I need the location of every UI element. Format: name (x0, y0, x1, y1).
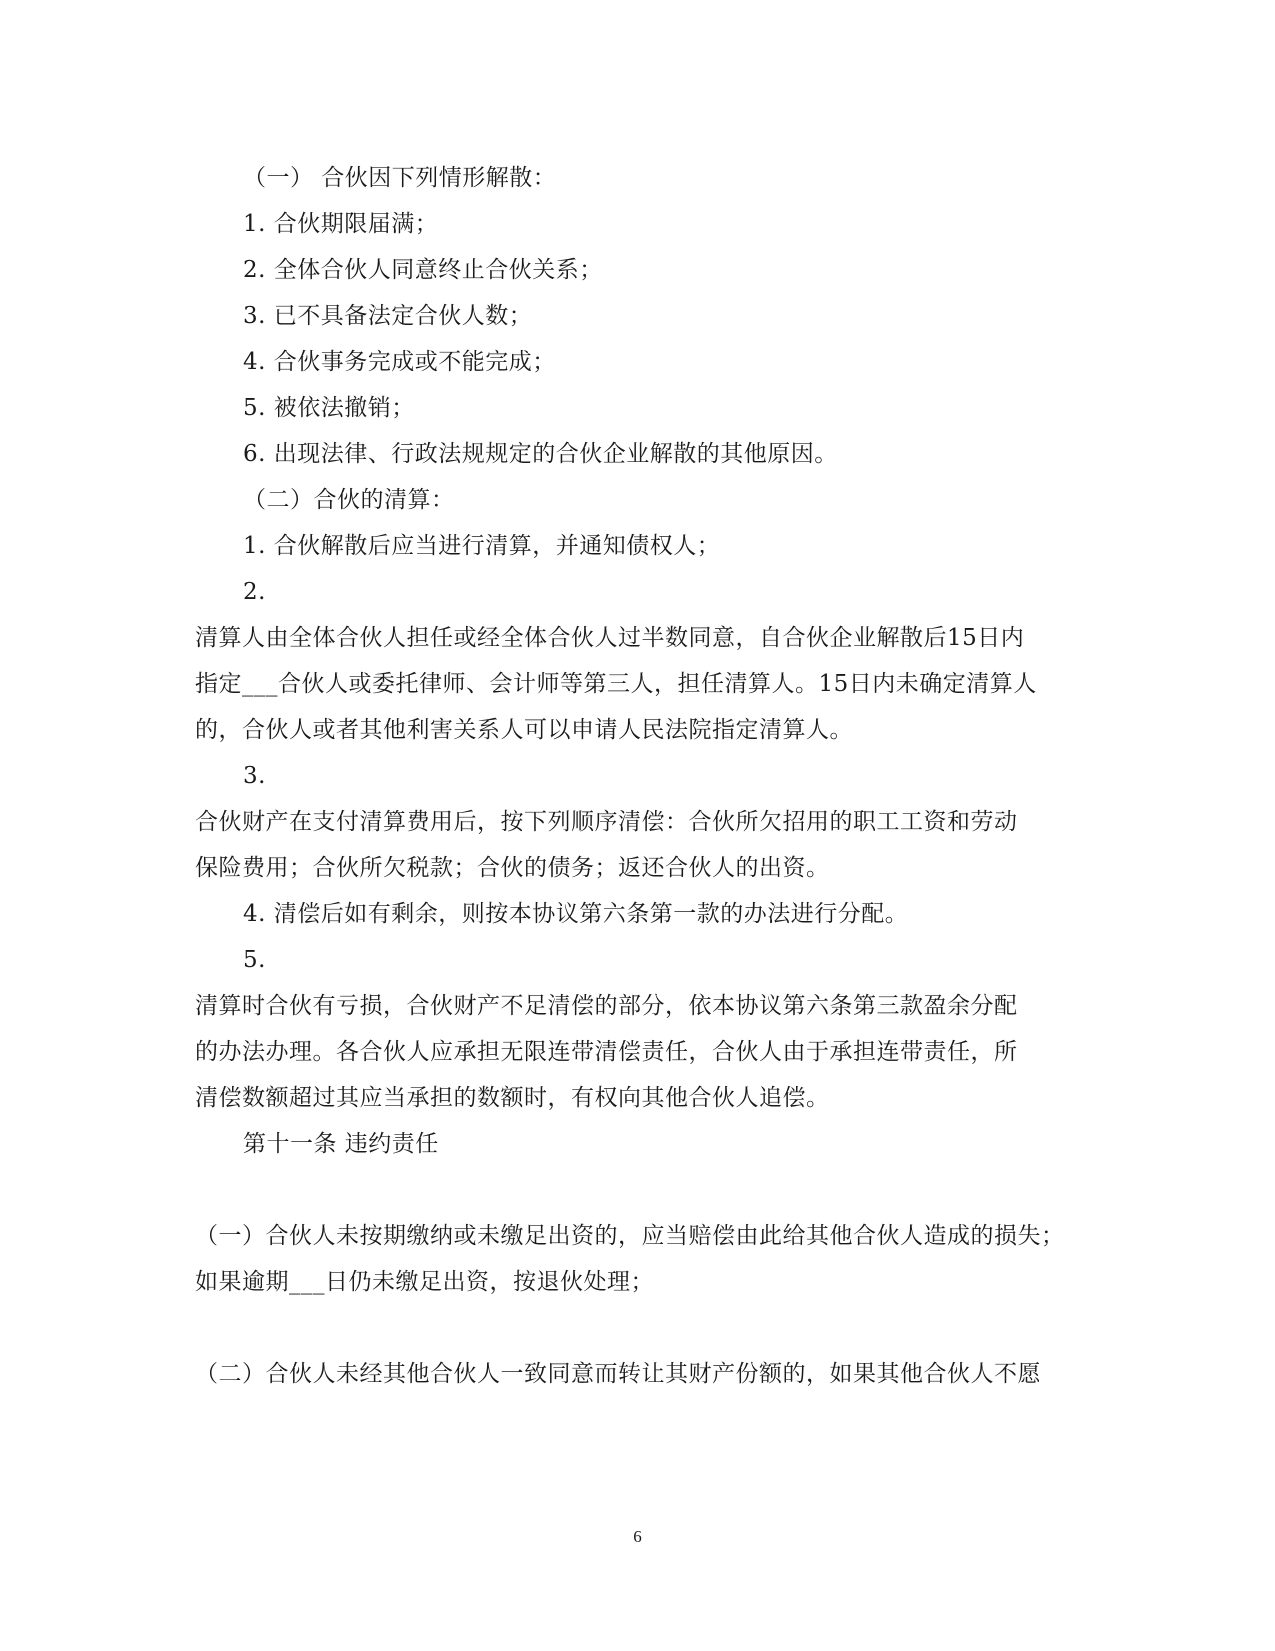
list-item-number: 2. (243, 579, 266, 605)
article-heading: 第十一条 违约责任 (243, 1131, 439, 1157)
list-item: 1. 合伙解散后应当进行清算，并通知债权人； (243, 533, 721, 559)
list-item: 3. 已不具备法定合伙人数； (243, 303, 533, 329)
list-item: 4. 清偿后如有剩余，则按本协议第六条第一款的办法进行分配。 (243, 901, 909, 927)
paragraph-line: 保险费用；合伙所欠税款；合伙的债务；返还合伙人的出资。 (195, 855, 830, 881)
paragraph-line: 合伙财产在支付清算费用后，按下列顺序清偿：合伙所欠招用的职工工资和劳动 (195, 809, 1018, 835)
paragraph-line: （二）合伙人未经其他合伙人一致同意而转让其财产份额的，如果其他合伙人不愿 (195, 1361, 1041, 1387)
page-number: 6 (633, 1527, 642, 1546)
list-item-number: 5. (243, 947, 266, 973)
list-item-number: 3. (243, 763, 266, 789)
paragraph-line: 的，合伙人或者其他利害关系人可以申请人民法院指定清算人。 (195, 717, 853, 743)
paragraph-line: 如果逾期___日仍未缴足出资，按退伙处理； (195, 1269, 654, 1295)
paragraph-line: （一）合伙人未按期缴纳或未缴足出资的，应当赔偿由此给其他合伙人造成的损失； (195, 1223, 1065, 1249)
paragraph-line: 清算时合伙有亏损，合伙财产不足清偿的部分，依本协议第六条第三款盈余分配 (195, 993, 1018, 1019)
list-item: 5. 被依法撤销； (243, 395, 415, 421)
paragraph-line: 清算人由全体合伙人担任或经全体合伙人过半数同意，自合伙企业解散后15日内 (195, 625, 1025, 651)
paragraph-line: 指定___合伙人或委托律师、会计师等第三人，担任清算人。15日内未确定清算人 (195, 671, 1037, 697)
section-heading: （二）合伙的清算： (243, 487, 455, 513)
paragraph-line: 清偿数额超过其应当承担的数额时，有权向其他合伙人追偿。 (195, 1085, 830, 1111)
list-item: 1. 合伙期限届满； (243, 211, 439, 237)
list-item: 4. 合伙事务完成或不能完成； (243, 349, 556, 375)
paragraph-line: 的办法办理。各合伙人应承担无限连带清偿责任，合伙人由于承担连带责任，所 (195, 1039, 1018, 1065)
section-heading: （一） 合伙因下列情形解散： (243, 165, 557, 191)
list-item: 2. 全体合伙人同意终止合伙关系； (243, 257, 603, 283)
list-item: 6. 出现法律、行政法规规定的合伙企业解散的其他原因。 (243, 441, 838, 467)
